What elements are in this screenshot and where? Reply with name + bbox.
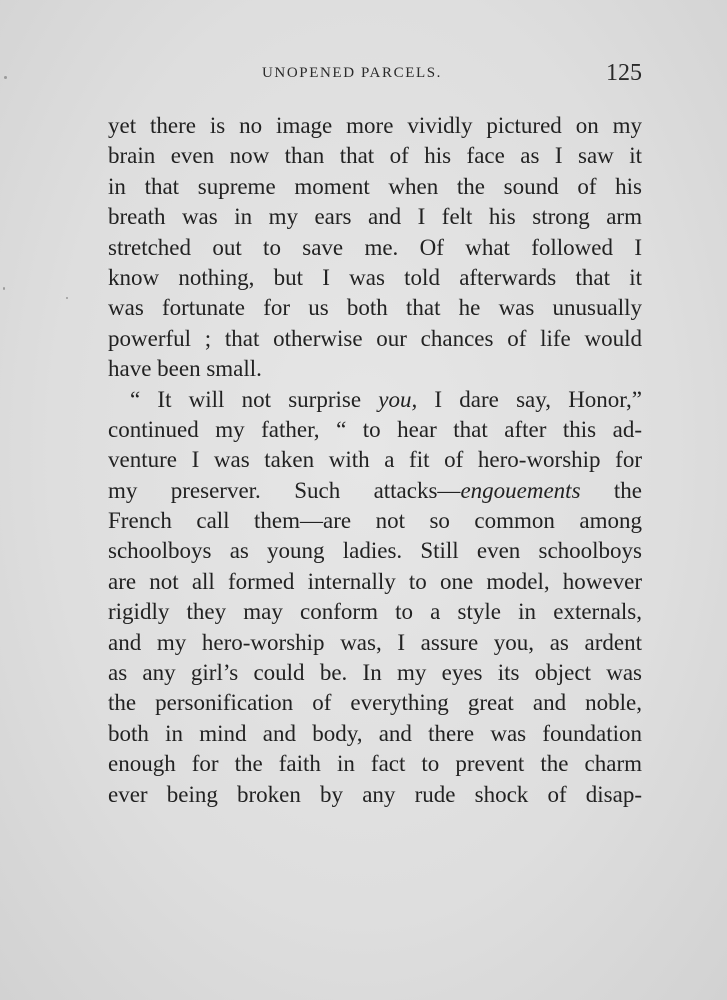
text-line: enough for the faith in fact to prevent the charm — [108, 751, 642, 777]
body-text — [108, 111, 642, 810]
text-line: as any girl’s could be. In my eyes its object was — [108, 660, 642, 686]
emphasis-text: you, — [378, 386, 418, 412]
text-line: schoolboys as young ladies. Still even schoolboys — [108, 538, 642, 564]
text-line: both in mind and body, and there was foundation — [108, 720, 642, 746]
text-line — [108, 385, 642, 415]
text-line: continued my father, “ to hear that after this ad- — [108, 416, 642, 442]
text-line: venture I was taken with a fit of hero-worship for — [108, 447, 642, 473]
text-line: the personification of everything great and noble, — [108, 690, 642, 716]
page-number: 125 — [606, 60, 642, 86]
text-line: rigidly they may conform to a style in externals, — [108, 599, 642, 625]
paper-speck — [4, 76, 7, 79]
text-run: “ It will not surprise — [130, 386, 379, 412]
paper-speck — [66, 297, 68, 299]
text-line: was fortunate for us both that he was unusually — [108, 295, 642, 321]
text-line: are not all formed internally to one model, however — [108, 568, 642, 594]
running-head — [108, 58, 642, 94]
text-line: French call them—are not so common among — [108, 508, 642, 534]
text-line: ever being broken by any rude shock of disap- — [108, 781, 642, 807]
text-line: stretched out to save me. Of what followed I — [108, 234, 642, 260]
paper-speck — [3, 287, 5, 290]
text-run: my preserver. Such attacks— — [108, 477, 461, 503]
text-line: in that supreme moment when the sound of his — [108, 173, 642, 199]
text-line: powerful ; that otherwise our chances of life would — [108, 325, 642, 351]
emphasis-text: engouements — [460, 477, 581, 503]
text-line: have been small. — [108, 356, 262, 382]
text-line: and my hero-worship was, I assure you, as ardent — [108, 629, 642, 655]
text-line: brain even now than that of his face as I saw it — [108, 143, 642, 169]
running-title: UNOPENED PARCELS. — [262, 65, 443, 81]
text-run: I dare say, Honor,” — [417, 386, 642, 412]
text-line: breath was in my ears and I felt his strong arm — [108, 204, 642, 230]
text-line — [108, 476, 642, 506]
text-line: know nothing, but I was told afterwards that it — [108, 264, 642, 290]
text-line: yet there is no image more vividly pictured on my — [108, 113, 642, 138]
text-run: the — [580, 477, 642, 503]
